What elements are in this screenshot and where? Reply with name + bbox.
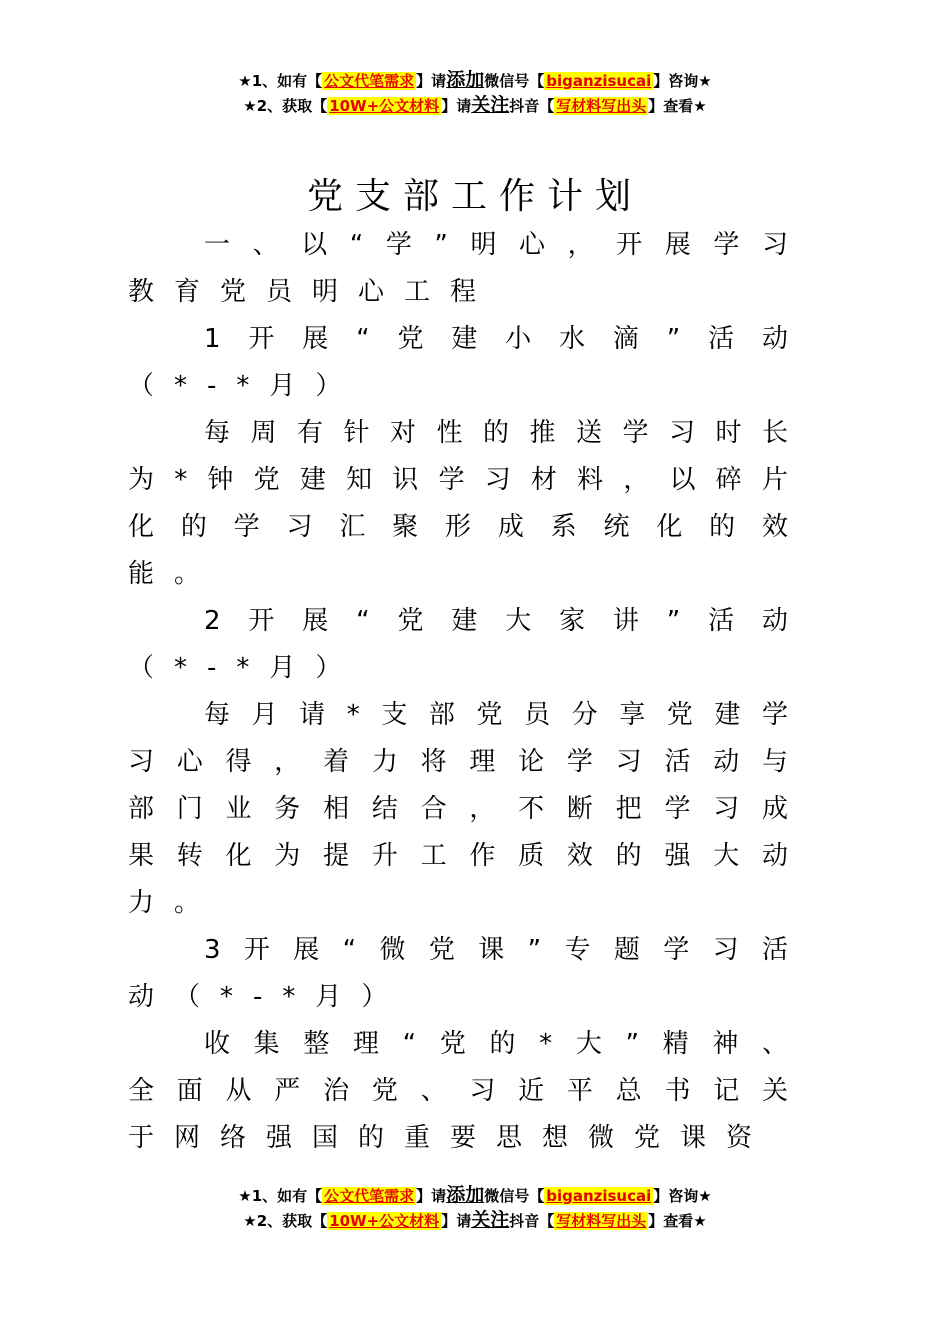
notice-line-1: ★1、如有【 公文代笔需求 】请添加微信号【 biganzisucai 】咨询★ [238,1184,712,1206]
wechat-id: biganzisucai [546,1187,652,1205]
notice-line-1: ★1、如有【 公文代笔需求 】请添加微信号【 biganzisucai 】咨询★ [238,69,712,91]
item-heading-2: 2开展“党建大家讲”活动（*-*月） [128,606,808,683]
wechat-id: biganzisucai [546,72,652,90]
notice-line-2: ★2、获取【 10W+公文材料 】请关注抖音【 写材料写出头 】查看★ [243,94,707,116]
emphasis-add: 添加 [446,69,485,91]
item-body-3: 收集整理“党的*大”精神、全面从严治党、习近平总书记关于网络强国的重要思想微党课资 [128,1029,808,1153]
emphasis-follow: 关注 [471,1209,510,1231]
highlight-service: 公文代笔需求 [324,1187,415,1205]
item-body-1: 每周有针对性的推送学习时长为*钟党建知识学习材料，以碎片化的学习汇聚形成系统化的效能。 [128,418,808,589]
emphasis-follow: 关注 [471,94,510,116]
item-body-2: 每月请*支部党员分享党建学习心得，着力将理论学习活动与部门业务相结合，不断把学习成果转化为提升工作质效的强大动力。 [128,700,808,918]
douyin-account: 写材料写出头 [556,97,647,115]
bottom-notice-banner [0,1183,950,1233]
highlight-service: 公文代笔需求 [324,72,415,90]
item-heading-3: 3开展“微党课”专题学习活动（*-*月） [128,935,808,1012]
item-heading-1: 1开展“党建小水滴”活动（*-*月） [128,324,808,401]
notice-line-2: ★2、获取【 10W+公文材料 】请关注抖音【 写材料写出头 】查看★ [243,1209,707,1231]
highlight-materials: 10W+公文材料 [329,97,440,115]
emphasis-add: 添加 [446,1184,485,1206]
document-body [128,222,808,1162]
highlight-materials: 10W+公文材料 [329,1212,440,1230]
top-notice-banner [0,68,950,118]
section-heading-1: 一、以“学”明心，开展学习教育党员明心工程 [128,230,808,307]
douyin-account: 写材料写出头 [556,1212,647,1230]
document-title: 党支部工作计划 [306,176,643,217]
